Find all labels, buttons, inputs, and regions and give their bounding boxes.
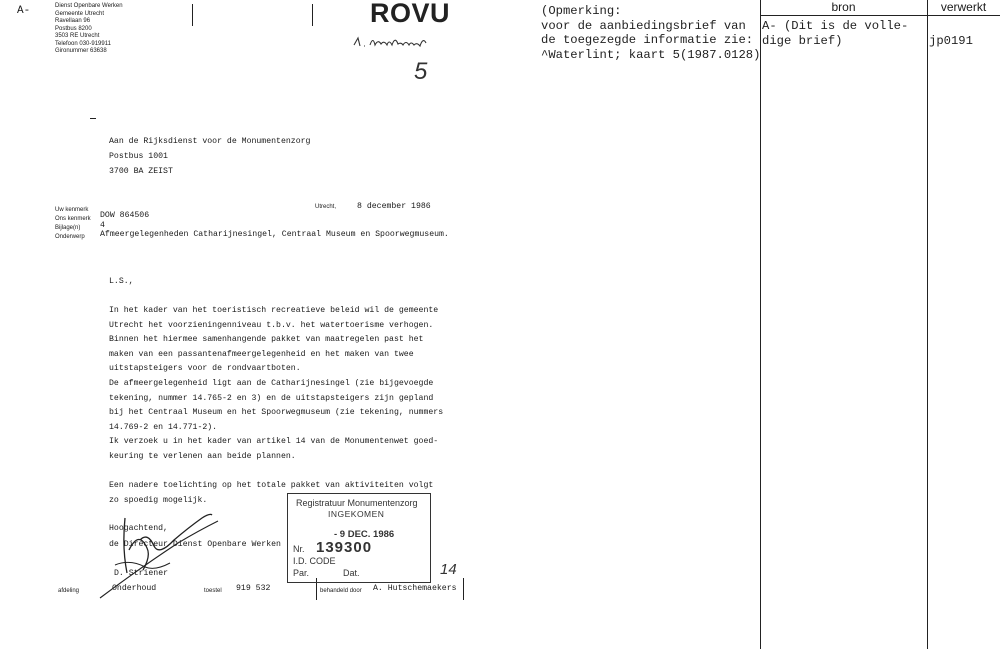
letterhead-line: Gemeente Utrecht [55, 10, 105, 17]
body-line: uitstapsteigers voor de rondvaartboten. [109, 364, 301, 374]
meta-label: Onderwerp [55, 234, 85, 240]
footer-toestel-value: 919 532 [236, 584, 271, 593]
letterhead-line: Ravellaan 96 [55, 18, 91, 24]
footer-behandeld-value: A. Hutschemaekers [373, 584, 457, 593]
body-line: zo spoedig mogelijk. [109, 495, 208, 505]
meta-labels [55, 206, 91, 242]
letter-date: 8 december 1986 [357, 202, 431, 211]
body-line: Een nadere toelichting op het totale pakket van aktiviteiten volgt [109, 481, 434, 491]
letter-body [109, 304, 443, 508]
margin-tag: A- [17, 5, 31, 17]
body-line: In het kader van het toeristisch recreatieve beleid wil de gemeente [109, 306, 439, 315]
stamp-par-label: Par. [293, 568, 310, 578]
handwritten-number: 5 [414, 58, 428, 85]
registration-stamp [287, 493, 431, 583]
bron-cell [762, 19, 908, 48]
meta-label: Uw kenmerk [55, 207, 89, 213]
rovu-logo: ROVU [370, 0, 451, 28]
meta-value-attachments: 4 [100, 220, 105, 230]
stamp-dat-label: Dat. [343, 568, 360, 578]
footer-divider [463, 578, 464, 600]
column-header-bron: bron [831, 0, 856, 14]
body-line: Ik verzoek u in het kader van artikel 14 van de Monumentenwet goed- [109, 437, 439, 447]
stamp-id-code: I.D. CODE [293, 556, 336, 566]
body-line: De afmeergelegenheid ligt aan de Catharijnesingel (zie bijgevoegde [109, 378, 434, 388]
addressee-block [109, 134, 310, 179]
footer-afdeling-label: afdeling [58, 588, 80, 594]
letterhead-line: Gironummer 63638 [55, 48, 107, 54]
footer-behandeld-label: behandeld door [320, 588, 362, 594]
letterhead-line: Telefoon 030-919911 [55, 40, 111, 47]
meta-values [100, 211, 449, 240]
remark-line: (Opmerking: [541, 4, 622, 18]
meta-label: Ons kenmerk [55, 216, 91, 222]
header-rule [760, 15, 1000, 16]
stamp-nr-label: Nr. [293, 544, 305, 554]
footer-afdeling-value: Onderhoud [112, 584, 157, 593]
meta-label: Bijlage(n) [55, 225, 81, 231]
signatory-name: D. Striener [114, 569, 169, 578]
addressee-line: Aan de Rijksdienst voor de Monumentenzorg [109, 137, 311, 146]
letterhead-line: Postbus 8200 [55, 25, 92, 32]
footer-toestel-label: toestel [204, 588, 222, 594]
remark-line: de toegezegde informatie zie: [541, 33, 754, 47]
column-header-verwerkt: verwerkt [940, 0, 987, 14]
remark-line: ^Waterlint; kaart 5(1987.0128) [541, 47, 761, 62]
bron-line: A- (Dit is de volle- [762, 19, 909, 33]
body-line: Utrecht het voorzieningenniveau t.b.v. het watertoerisme verhogen. [109, 320, 434, 330]
remark-note [541, 4, 760, 62]
letterhead-line: Dienst Openbare Werken [55, 3, 123, 9]
letterhead-divider [312, 4, 313, 26]
meta-value-reference: DOW 864506 [100, 211, 150, 220]
column-divider-verwerkt [927, 0, 928, 649]
closing-line: de Directeur Dienst Openbare Werken [109, 539, 281, 549]
letterhead-divider [192, 4, 193, 26]
stamp-date: - 9 DEC. 1986 [334, 529, 395, 540]
handwritten-initials [352, 30, 462, 52]
verwerkt-cell: jp0191 [929, 34, 973, 48]
body-line: Binnen het hiermee samenhangende pakket van maatregelen past het [109, 335, 424, 345]
meta-value-subject: Afmeergelegenheden Catharijnesingel, Centraal Museum en Spoorwegmuseum. [100, 230, 449, 239]
stamp-status: INGEKOMEN [328, 509, 385, 519]
bron-line: dige brief) [762, 33, 843, 48]
handwritten-mark: 14 [440, 561, 457, 578]
body-line: 14.769-2 en 14.771-2). [109, 422, 218, 432]
stamp-title: Registratuur Monumentenzorg [296, 498, 418, 508]
closing-line: Hoogachtend, [109, 524, 168, 533]
addressee-line: Postbus 1001 [109, 152, 168, 161]
letterhead-line: 3503 RE Utrecht [55, 33, 100, 39]
column-divider-bron [760, 0, 761, 649]
body-line: bij het Centraal Museum en het Spoorwegmuseum (zie tekening, nummers [109, 408, 444, 418]
addressee-line: 3700 BA ZEIST [109, 167, 173, 176]
fold-mark [90, 118, 96, 119]
stamp-number: 139300 [316, 539, 373, 556]
body-line: keuring te verlenen aan beide plannen. [109, 451, 296, 461]
salutation: L.S., [109, 277, 134, 286]
body-line [109, 465, 443, 480]
place-label: Utrecht, [315, 204, 337, 210]
letterhead-address [55, 3, 123, 56]
remark-line: voor de aanbiedingsbrief van [541, 18, 746, 33]
body-line: tekening, nummer 14.765-2 en 3) en de uitstapsteigers zijn gepland [109, 393, 434, 403]
body-line: maken van een passantenafmeergelegenheid en het maken van twee [109, 349, 414, 359]
